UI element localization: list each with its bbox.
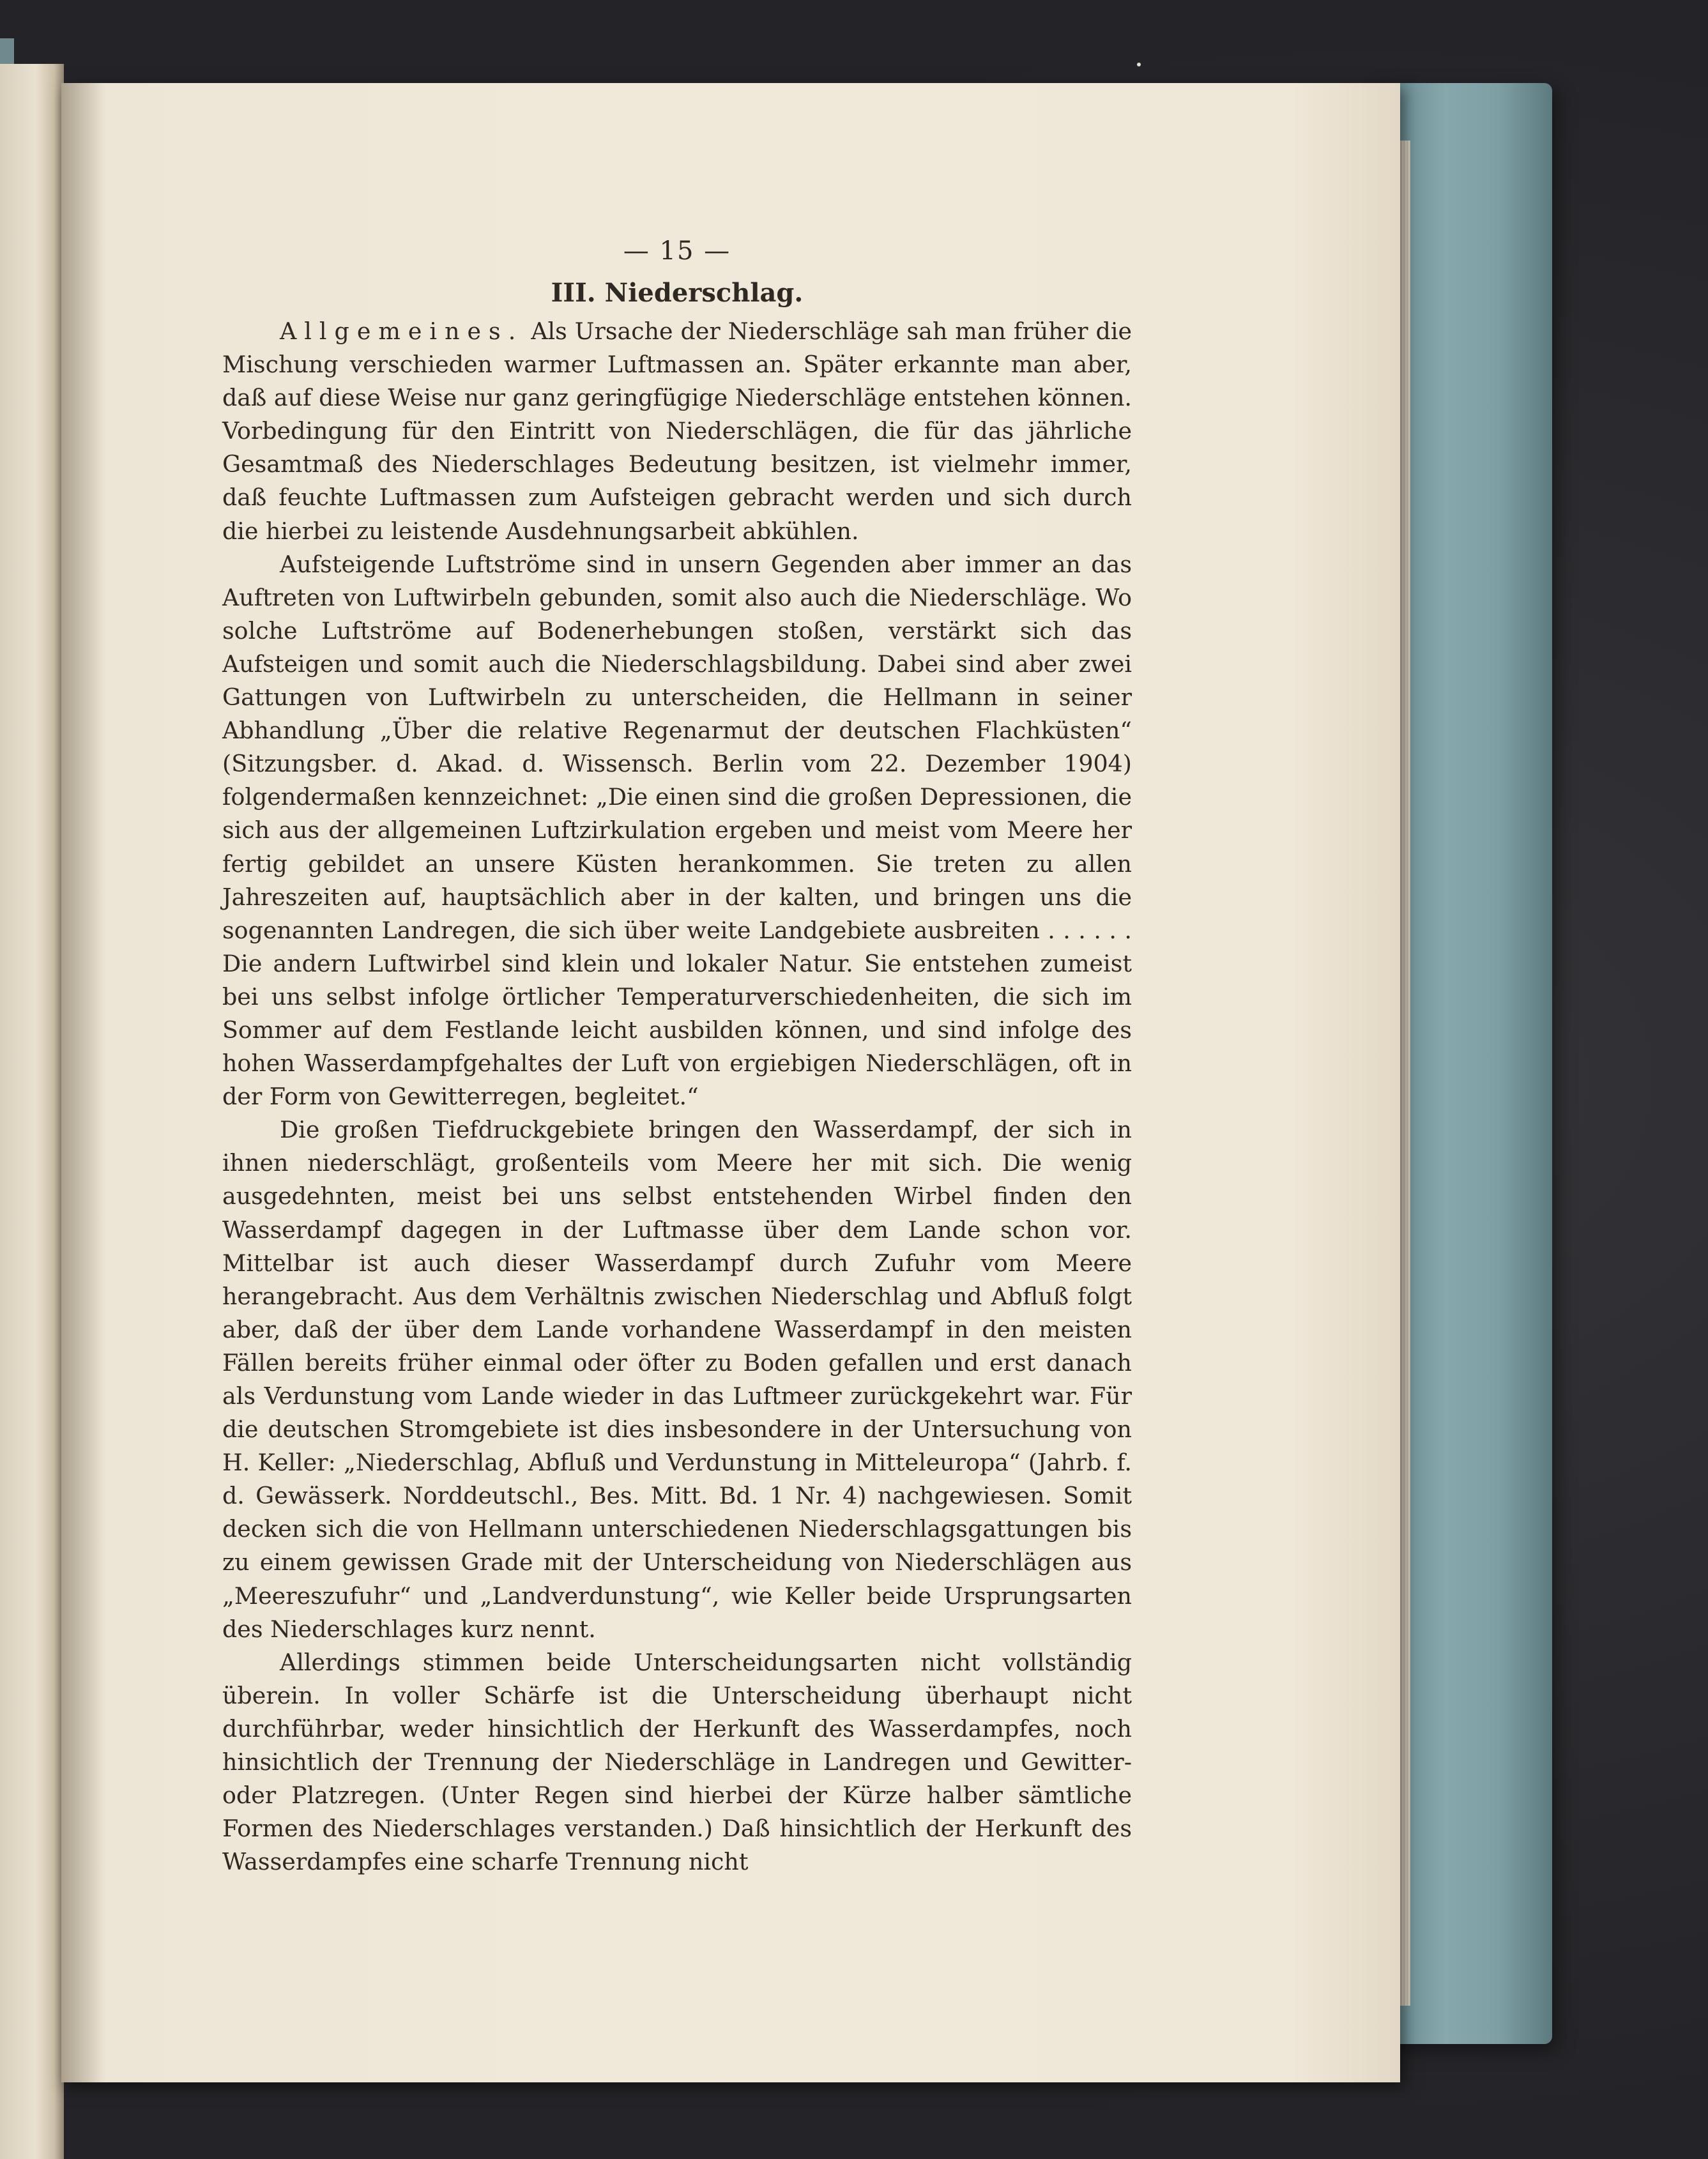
- previous-page-edge: [0, 64, 64, 2159]
- page-text-block: [222, 233, 1132, 1879]
- paragraph-2: Aufsteigende Luftströme sind in unsern Gegenden aber immer an das Auftreten von Luftwirbeln gebunden, somit also auch die Niederschläge. Wo solche Luftströme auf Bodenerhebungen stoßen, verstärkt sich das Aufsteigen und somit auch die Niederschlagsbildung. Dabei sind aber zwei Gattungen von Luftwirbeln zu unterscheiden, die Hellmann in seiner Abhandlung „Über die relative Regenarmut der deutschen Flachküsten“ (Sitzungsber. d. Akad. d. Wissensch. Berlin vom 22. Dezember 1904) folgendermaßen kennzeichnet: „Die einen sind die großen Depressionen, die sich aus der allgemeinen Luftzirkulation ergeben und meist vom Meere her fertig gebildet an unsere Küsten herankommen. Sie treten zu allen Jahreszeiten auf, hauptsächlich aber in der kalten, und bringen uns die sogenannten Landregen, die sich über weite Landgebiete ausbreiten . . . . . . Die andern Luftwirbel sind klein und lokaler Natur. Sie entstehen zumeist bei uns selbst infolge örtlicher Temperaturverschiedenheiten, die sich im Sommer auf dem Festlande leicht ausbilden können, und sind infolge des hohen Wasserdampfgehaltes der Luft von ergiebigen Niederschlägen, oft in der Form von Gewitterregen, begleitet.“: [222, 550, 1132, 1111]
- ink-mark: [1137, 63, 1141, 66]
- body-text: [222, 315, 1132, 1879]
- paragraph-text: Als Ursache der Niederschläge sah man früher die Mischung verschieden warmer Luftmassen an. Später erkannte man aber, daß auf diese Weise nur ganz geringfügige Niederschläge entstehen können. Vorbedingung für den Eintritt von Niederschlägen, die für das jährliche Gesamtmaß des Niederschlages Bedeutung besitzen, ist vielmehr immer, daß feuchte Luftmassen zum Aufsteigen gebracht werden und sich durch die hierbei zu leistende Ausdehnungsarbeit abkühlen.: [222, 317, 1132, 545]
- paragraph-4: Allerdings stimmen beide Unterscheidungsarten nicht vollständig überein. In voller Schärfe ist die Unterscheidung überhaupt nicht durchführbar, weder hinsichtlich der Herkunft des Wasserdampfes, noch hinsichtlich der Trennung der Niederschläge in Landregen und Gewitter- oder Platzregen. (Unter Regen sind hierbei der Kürze halber sämtliche Formen des Niederschlages verstanden.) Daß hinsichtlich der Herkunft des Wasserdampfes eine scharfe Trennung nicht: [222, 1648, 1132, 1876]
- page-number: — 15 —: [623, 236, 731, 266]
- paragraph-3: Die großen Tiefdruckgebiete bringen den Wasserdampf, der sich in ihnen niederschlägt, großenteils vom Meere her mit sich. Die wenig ausgedehnten, meist bei uns selbst entstehenden Wirbel finden den Wasserdampf dagegen in der Luftmasse über dem Lande schon vor. Mittelbar ist auch dieser Wasserdampf durch Zufuhr vom Meere herangebracht. Aus dem Verhältnis zwischen Niederschlag und Abfluß folgt aber, daß der über dem Lande vorhandene Wasserdampf in den meisten Fällen bereits früher einmal oder öfter zu Boden gefallen und erst danach als Verdunstung vom Lande wieder in das Luftmeer zurückgekehrt war. Für die deutschen Stromgebiete ist dies insbesondere in der Untersuchung von H. Keller: „Niederschlag, Abfluß und Verdunstung in Mitteleuropa“ (Jahrb. f. d. Gewässerk. Norddeutschl., Bes. Mitt. Bd. 1 Nr. 4) nachgewiesen. Somit decken sich die von Hellmann unterschiedenen Niederschlagsgattungen bis zu einem gewissen Grade mit der Unterscheidung von Niederschlägen aus „Meereszufuhr“ und „Landverdunstung“, wie Keller beide Ursprungsarten des Niederschlages kurz nennt.: [222, 1116, 1132, 1643]
- paragraph-1: [222, 315, 1132, 548]
- section-heading: III. Niederschlag.: [551, 278, 804, 308]
- paragraph-lead: Allgemeines.: [280, 317, 524, 345]
